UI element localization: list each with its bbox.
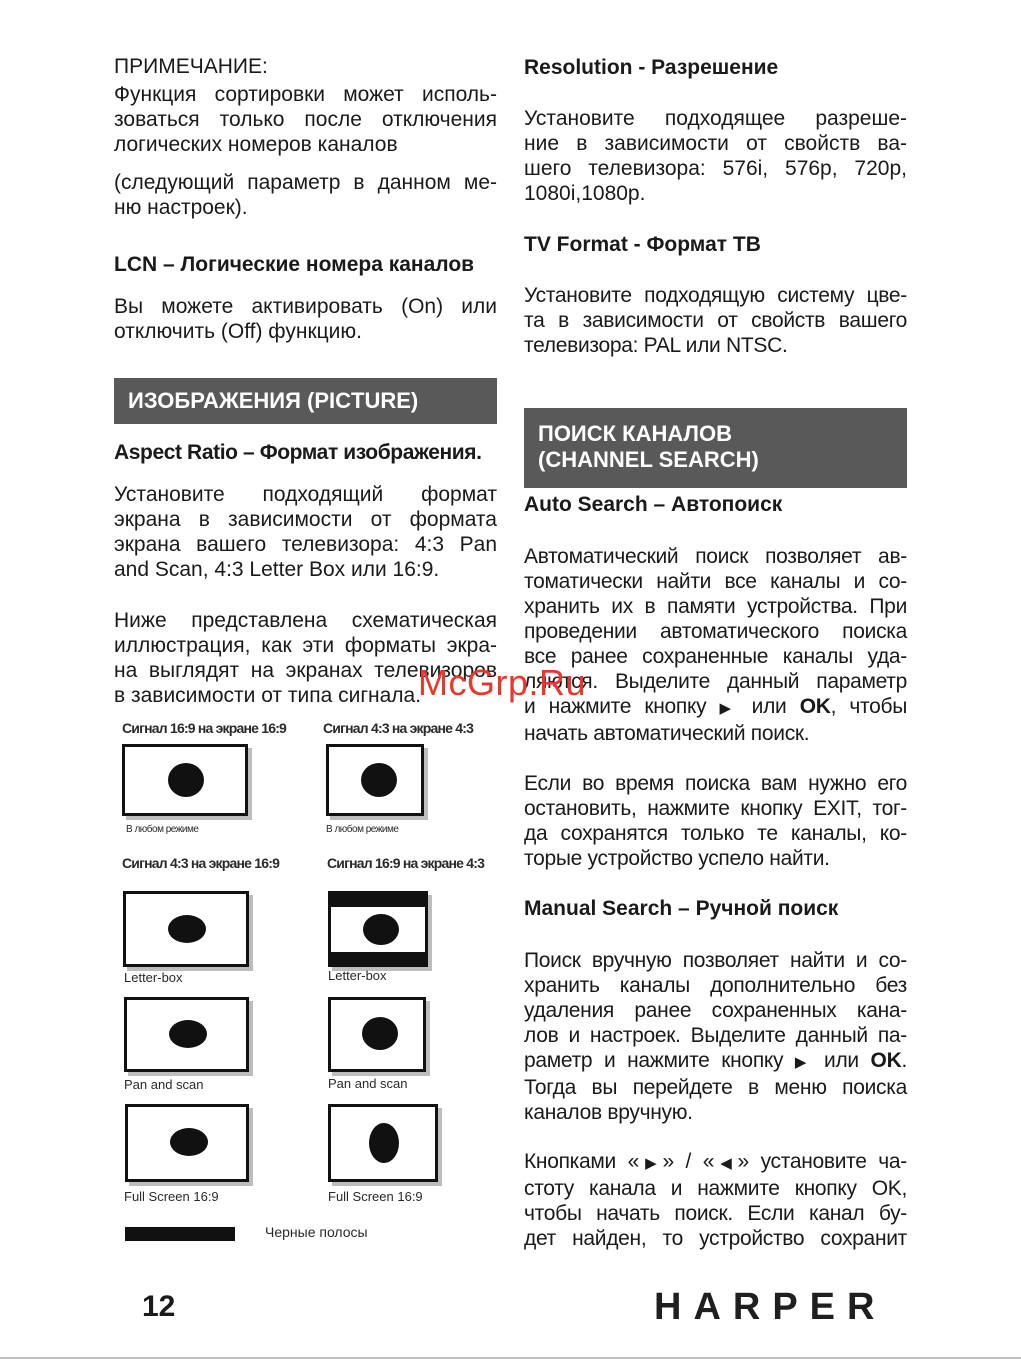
lcn-paragraph	[114, 294, 497, 344]
auto-search-paragraph	[524, 544, 907, 746]
right-arrow-icon: ▶	[794, 1054, 813, 1071]
letterbox-label: Letter-box	[124, 970, 183, 985]
any-mode-label: В любом режиме	[326, 824, 399, 835]
manual-search-paragraph	[524, 948, 907, 1125]
keys-line-text: » установите ча-	[737, 1150, 907, 1173]
channel-search-banner	[524, 408, 907, 488]
auto-line-text: или	[738, 695, 800, 718]
picture-circle	[168, 763, 204, 797]
aspect-ratio-paragraph	[114, 482, 497, 582]
note-line: ню настроек).	[114, 196, 248, 219]
resolution-line: ние в зависимости от свойств ва-	[524, 132, 907, 155]
keys-line-text: Кнопками «	[524, 1150, 640, 1173]
resolution-line: 1080i,1080p.	[524, 182, 646, 205]
black-bar-top	[331, 894, 425, 907]
exit-line: торые устройство успело найти.	[524, 847, 830, 870]
aspect-line: and Scan, 4:3 Letter Box или 16:9.	[114, 558, 440, 581]
aspect-ratio-heading: Aspect Ratio – Формат изображения.	[114, 441, 482, 464]
exit-line: остановить, нажмите кнопку EXIT, тог-	[524, 797, 907, 820]
aspect-line: экрана вашего телевизора: 4:3 Pan	[114, 533, 497, 556]
auto-line: Автоматический поиск позволяет ав-	[524, 545, 907, 568]
black-bars-legend-swatch	[125, 1227, 235, 1241]
manual-line: удаления ранее сохраненных кана-	[524, 999, 907, 1022]
note-paragraph-2	[114, 170, 497, 220]
screen-panscan-169	[124, 997, 249, 1072]
diagram-title-43-on-169: Сигнал 4:3 на экране 16:9	[122, 855, 280, 871]
auto-line-text: и нажмите кнопку	[524, 695, 720, 718]
manual-search-heading: Manual Search – Ручной поиск	[524, 897, 839, 920]
lcn-heading: LCN – Логические номера каналов	[114, 253, 475, 276]
ok-key-label: OK	[799, 695, 831, 718]
brand-logo: HARPER	[654, 1286, 887, 1328]
exit-line: да сохранятся только те каналы, ко-	[524, 822, 907, 845]
picture-ellipse	[169, 1020, 207, 1048]
screen-letterbox-169	[123, 891, 249, 967]
auto-line: томатически найти все каналы и со-	[524, 570, 907, 593]
screen-letterbox-43	[328, 891, 428, 967]
picture-circle	[361, 763, 397, 797]
black-bars-legend-label: Черные полосы	[265, 1224, 368, 1240]
auto-line: начать автоматический поиск.	[524, 722, 810, 745]
screen-fullscreen-169	[125, 1104, 249, 1182]
watermark: McGrp.Ru	[418, 662, 587, 703]
aspect-line: экрана в зависимости от формата	[114, 508, 497, 531]
auto-line: ляются. Выделите данный параметр	[524, 670, 907, 693]
diagram-title-169-on-169: Сигнал 16:9 на экране 16:9	[122, 720, 287, 736]
manual-line: Поиск вручную позволяет найти и со-	[524, 949, 907, 972]
scheme-line: на выглядят на экранах телевизоров	[114, 659, 497, 682]
picture-ellipse	[170, 1128, 208, 1156]
picture-ellipse	[168, 915, 206, 943]
manual-line-text: .	[901, 1049, 907, 1072]
panscan-label: Pan and scan	[124, 1077, 204, 1092]
screen-43-on-43	[326, 744, 424, 816]
manual-line: лов и настроек. Выделите данный па-	[524, 1024, 907, 1047]
resolution-line: шего телевизора: 576i, 576p, 720p,	[524, 157, 907, 180]
note-line: логических номеров каналов	[114, 133, 398, 156]
note-paragraph	[114, 82, 497, 157]
note-title: ПРИМЕЧАНИЕ:	[114, 55, 268, 78]
lcn-line: отключить (Off) функцию.	[114, 320, 362, 343]
tv-format-paragraph	[524, 283, 907, 358]
manual-line: хранить каналы дополнительно без	[524, 974, 907, 997]
screen-169-on-169	[122, 744, 248, 816]
manual-line-text: или	[812, 1049, 871, 1072]
keys-line-text: » / «	[662, 1150, 715, 1173]
picture-ellipse-tall	[369, 1123, 399, 1163]
manual-line: каналов вручную.	[524, 1101, 693, 1124]
keys-paragraph	[524, 1149, 907, 1251]
fullscreen-label: Full Screen 16:9	[124, 1189, 219, 1204]
manual-line-text: раметр и нажмите кнопку	[524, 1049, 795, 1072]
keys-line: дет найден, то устройство сохранит	[524, 1227, 907, 1250]
manual-line	[524, 1048, 907, 1075]
screen-panscan-43	[328, 997, 426, 1072]
diagram-title-43-on-43: Сигнал 4:3 на экране 4:3	[323, 720, 474, 736]
resolution-paragraph	[524, 106, 907, 206]
resolution-heading: Resolution - Разрешение	[524, 56, 779, 79]
keys-line: стоту канала и нажмите кнопку OK,	[524, 1177, 907, 1200]
scheme-line: иллюстрация, как эти форматы экра-	[114, 634, 497, 657]
tv-format-heading: TV Format - Формат ТВ	[524, 233, 761, 256]
channel-search-banner-line: (CHANNEL SEARCH)	[538, 447, 759, 472]
scheme-line: в зависимости от типа сигнала.	[114, 684, 422, 707]
keys-line	[524, 1149, 907, 1176]
picture-section-banner: ИЗОБРАЖЕНИЯ (PICTURE)	[114, 378, 497, 424]
panscan-label: Pan and scan	[328, 1076, 408, 1091]
aspect-line: Установите подходящий формат	[114, 483, 497, 506]
screen-fullscreen-43	[328, 1104, 438, 1182]
page-number: 12	[142, 1290, 176, 1323]
diagram-title-169-on-43: Сигнал 16:9 на экране 4:3	[327, 855, 485, 871]
auto-line-text: , чтобы	[830, 695, 907, 718]
scheme-line: Ниже представлена схематическая	[114, 609, 497, 632]
tv-format-line: та в зависимости от свойств вашего	[524, 309, 907, 332]
fullscreen-label: Full Screen 16:9	[328, 1189, 423, 1204]
letterbox-label: Letter-box	[328, 968, 387, 983]
note-line: (следующий параметр в данном ме-	[114, 171, 497, 194]
channel-search-banner-line: ПОИСК КАНАЛОВ	[538, 421, 732, 446]
auto-line: хранить их в памяти устройства. При	[524, 595, 907, 618]
auto-line: все ранее сохраненные каналы уда-	[524, 645, 907, 668]
tv-format-line: Установите подходящую систему цве-	[524, 284, 907, 307]
ok-key-label: OK	[870, 1049, 902, 1072]
picture-circle	[363, 914, 399, 945]
left-arrow-icon: ◀	[714, 1155, 738, 1172]
picture-circle	[362, 1017, 398, 1050]
exit-paragraph	[524, 771, 907, 871]
exit-line: Если во время поиска вам нужно его	[524, 772, 907, 795]
manual-line: Тогда вы перейдете в меню поиска	[524, 1076, 907, 1099]
note-line: Функция сортировки может исполь-	[114, 83, 497, 106]
tv-format-line: телевизора: PAL или NTSC.	[524, 334, 788, 357]
black-bar-bottom	[331, 952, 425, 964]
auto-line: проведении автоматического поиска	[524, 620, 907, 643]
any-mode-label: В любом режиме	[126, 824, 199, 835]
right-arrow-icon: ▶	[719, 700, 739, 717]
note-line: зоваться только после отключения	[114, 108, 497, 131]
right-arrow-icon: ▶	[639, 1155, 663, 1172]
resolution-line: Установите подходящее разреше-	[524, 107, 907, 130]
auto-search-heading: Auto Search – Автопоиск	[524, 493, 783, 516]
lcn-line: Вы можете активировать (On) или	[114, 295, 497, 318]
bottom-rule	[0, 1357, 1021, 1359]
keys-line: чтобы начать поиск. Если канал бу-	[524, 1202, 907, 1225]
